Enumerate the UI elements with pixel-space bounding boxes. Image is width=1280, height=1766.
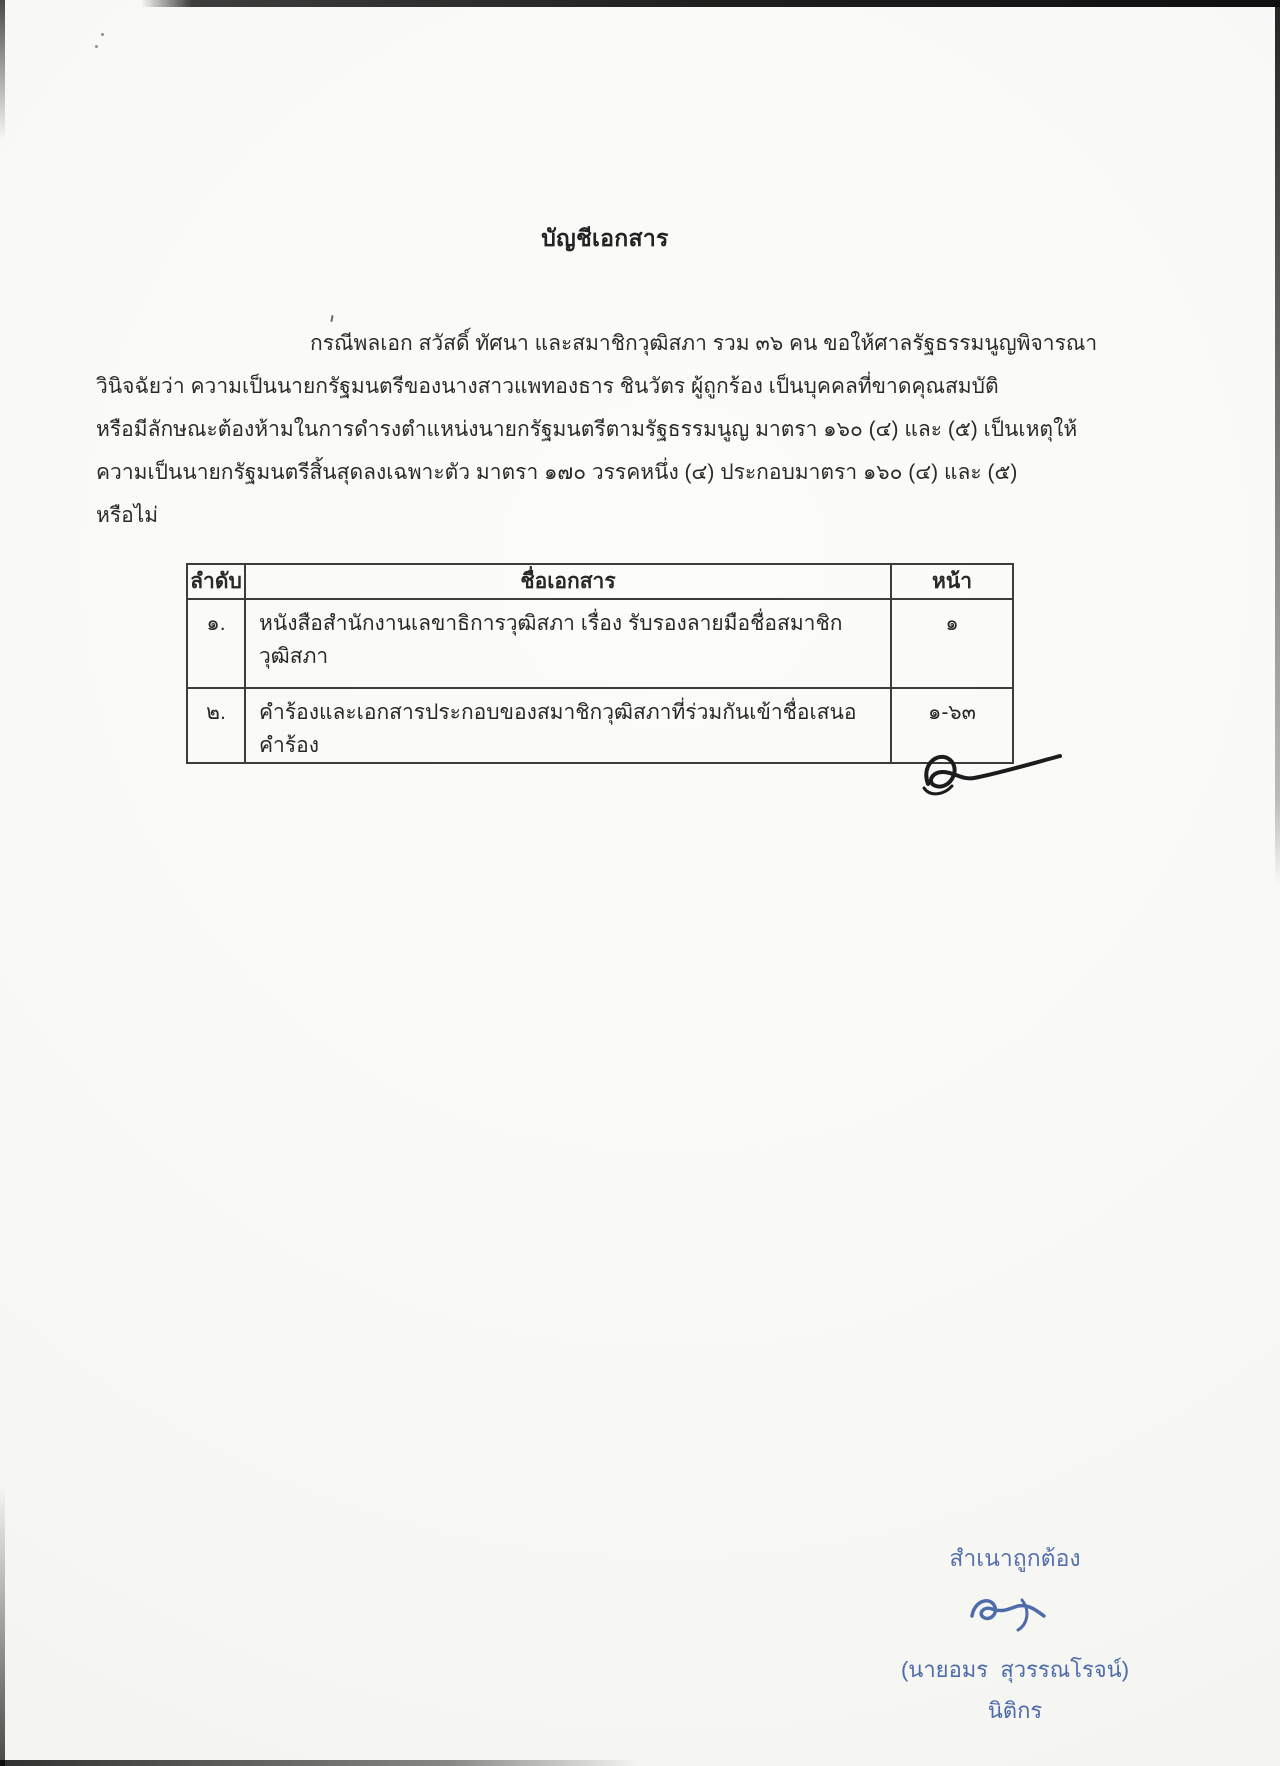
paragraph-line: หรือไม่ <box>96 504 159 527</box>
table-header-index: ลำดับ <box>187 564 245 599</box>
photo-edge-left-bottom <box>0 1486 5 1766</box>
photo-edge-bottom <box>0 1760 640 1766</box>
table-cell-index: ๑. <box>187 599 245 688</box>
table-row <box>187 599 1013 688</box>
photo-edge-top <box>0 0 1280 7</box>
table-cell-page: ๑ <box>891 599 1013 688</box>
table-cell-document-name: คำร้องและเอกสารประกอบของสมาชิกวุฒิสภาที่ร่วมกันเข้าชื่อเสนอคำร้อง <box>245 688 891 763</box>
paragraph-line: กรณีพลเอก สวัสดิ์ ทัศนา และสมาชิกวุฒิสภา รวม ๓๖ คน ขอให้ศาลรัฐธรรมนูญพิจารณา <box>310 332 1098 355</box>
scan-speck <box>95 45 98 48</box>
table-cell-page: ๑-๖๓ <box>891 688 1013 763</box>
certifier-name: (นายอมร สุวรรณโรจน์) <box>900 1657 1130 1682</box>
table-row <box>187 688 1013 763</box>
table-cell-index: ๒. <box>187 688 245 763</box>
table-header-page: หน้า <box>891 564 1013 599</box>
paragraph-line: วินิจฉัยว่า ความเป็นนายกรัฐมนตรีของนางสาวแพทองธาร ชินวัตร ผู้ถูกร้อง เป็นบุคคลที่ขาดคุณสมบัติ <box>96 375 999 398</box>
paragraph-line: หรือมีลักษณะต้องห้ามในการดำรงตำแหน่งนายกรัฐมนตรีตามรัฐธรรมนูญ มาตรา ๑๖๐ (๔) และ (๕) เป็นเหตุให้ <box>96 418 1078 441</box>
documents-table <box>186 563 1014 764</box>
table-cell-document-name: หนังสือสำนักงานเลขาธิการวุฒิสภา เรื่อง รับรองลายมือชื่อสมาชิกวุฒิสภา <box>245 599 891 688</box>
photo-edge-left-top <box>0 0 5 140</box>
case-summary-paragraph <box>96 322 1098 537</box>
document-title: บัญชีเอกสาร <box>541 225 669 251</box>
signature-black-ink <box>912 740 1072 815</box>
certifier-position: นิติกร <box>987 1698 1043 1723</box>
paragraph-line: ความเป็นนายกรัฐมนตรีสิ้นสุดลงเฉพาะตัว มาตรา ๑๗๐ วรรคหนึ่ง (๔) ประกอบมาตรา ๑๖๐ (๔) และ (๕) <box>96 461 1018 484</box>
copy-certification-label: สำเนาถูกต้อง <box>949 1545 1081 1571</box>
table-header-row <box>187 564 1013 599</box>
scan-speck <box>101 33 104 36</box>
table-header-document-name: ชื่อเอกสาร <box>245 564 891 599</box>
photo-edge-right <box>1275 6 1280 886</box>
signature-blue-ink <box>962 1586 1058 1643</box>
